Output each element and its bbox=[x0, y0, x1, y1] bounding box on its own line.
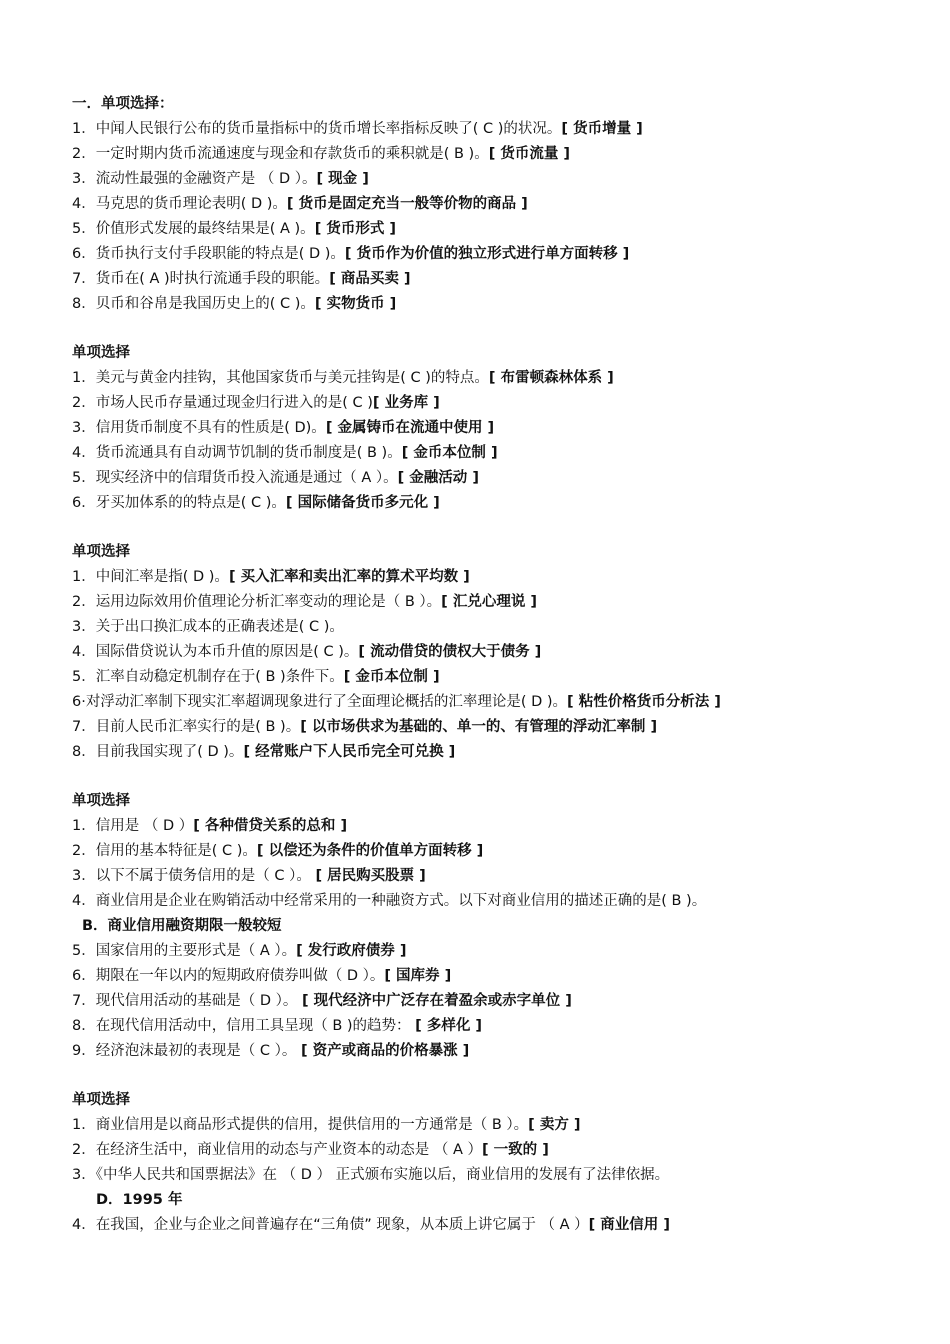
question-text: 2．在经济生活中，商业信用的动态与产业资本的动态是 （ A ） bbox=[72, 1142, 482, 1158]
answer-text: [ 以偿还为条件的价值单方面转移 ] bbox=[256, 843, 484, 859]
answer-text: [ 买入汇率和卖出汇率的算术平均数 ] bbox=[228, 569, 470, 585]
answer-text: [ 金币本位制 ] bbox=[401, 445, 498, 461]
document-page bbox=[72, 92, 922, 1238]
question-item bbox=[72, 615, 922, 640]
question-text: 6·对浮动汇率制下现实汇率超调现象进行了全面理论概括的汇率理论是( D )。 bbox=[72, 694, 568, 710]
question-text: 7．货币在( A )时执行流通手段的职能。 bbox=[72, 271, 330, 287]
question-text: 4．马克思的货币理论表明( D )。 bbox=[72, 196, 287, 212]
question-text: 2．市场人民币存量通过现金归行进入的是( C ) bbox=[72, 395, 373, 411]
question-item bbox=[72, 366, 922, 391]
answer-text: [ 实物货币 ] bbox=[314, 296, 397, 312]
question-item bbox=[72, 740, 922, 765]
question-text: 3．《中华人民共和国票据法》在 （ D ） 正式颁布实施以后，商业信用的发展有了法律依据。 bbox=[72, 1167, 670, 1183]
question-item bbox=[72, 889, 922, 914]
answer-text: [ 资产或商品的价格暴涨 ] bbox=[300, 1043, 470, 1059]
question-text: 3．关于出口换汇成本的正确表述是( C )。 bbox=[72, 619, 344, 635]
question-item bbox=[72, 964, 922, 989]
question-item bbox=[72, 864, 922, 889]
question-text: 7．现代信用活动的基础是（ D ）。 bbox=[72, 993, 302, 1009]
answer-text: [ 发行政府债券 ] bbox=[296, 943, 407, 959]
section-spacer bbox=[72, 516, 922, 540]
answer-text: [ 布雷顿森林体系 ] bbox=[488, 370, 614, 386]
question-text: 1．信用是 （ D ） bbox=[72, 818, 194, 834]
answer-text: [ 以市场供求为基础的、单一的、有管理的浮动汇率制 ] bbox=[300, 719, 658, 735]
question-item bbox=[72, 665, 922, 690]
question-item bbox=[72, 292, 922, 317]
question-text: 3．信用货币制度不具有的性质是( D)。 bbox=[72, 420, 326, 436]
question-item bbox=[72, 391, 922, 416]
answer-option: D．1995 年 bbox=[96, 1192, 183, 1208]
question-text: 6．期限在一年以内的短期政府债券叫做（ D ）。 bbox=[72, 968, 385, 984]
question-text: 2．信用的基本特征是( C )。 bbox=[72, 843, 257, 859]
answer-text: [ 金属铸币在流通中使用 ] bbox=[325, 420, 495, 436]
question-item bbox=[72, 242, 922, 267]
question-item bbox=[72, 466, 922, 491]
question-text: 6．牙买加体系的的特点是( C )。 bbox=[72, 495, 286, 511]
question-text: 1．美元与黄金内挂钩，其他国家货币与美元挂钩是( C )的特点。 bbox=[72, 370, 489, 386]
answer-text: [ 货币增量 ] bbox=[561, 121, 643, 137]
question-text: 3．以下不属于债务信用的是（ C ）。 bbox=[72, 868, 316, 884]
section-spacer bbox=[72, 317, 922, 341]
question-text: 4．国际借贷说认为本币升值的原因是( C )。 bbox=[72, 644, 359, 660]
question-item bbox=[72, 1213, 922, 1238]
question-text: 5．价值形式发展的最终结果是( A )。 bbox=[72, 221, 315, 237]
section-heading: 单项选择 bbox=[72, 1092, 130, 1108]
question-text: 1．中闻人民银行公布的货币量指标中的货币增长率指标反映了( C )的状况。 bbox=[72, 121, 562, 137]
question-text: 1．商业信用是以商品形式提供的信用，提供信用的一方通常是（ B ）。 bbox=[72, 1117, 529, 1133]
answer-text: [ 现代经济中广泛存在着盈余或赤字单位 ] bbox=[301, 993, 572, 1009]
answer-text: [ 汇兑心理说 ] bbox=[441, 594, 537, 610]
question-item bbox=[72, 117, 922, 142]
question-item bbox=[72, 1014, 922, 1039]
answer-text: [ 居民购买股票 ] bbox=[315, 868, 426, 884]
section-heading: 单项选择 bbox=[72, 793, 130, 809]
question-item bbox=[72, 939, 922, 964]
question-item bbox=[72, 715, 922, 740]
question-item bbox=[72, 491, 922, 516]
question-text: 4．在我国，企业与企业之间普遍存在“三角债” 现象，从本质上讲它属于 （ A ） bbox=[72, 1217, 589, 1233]
question-item bbox=[72, 565, 922, 590]
question-item bbox=[72, 989, 922, 1014]
section-heading: 一．单项选择： bbox=[72, 96, 174, 112]
question-item bbox=[72, 416, 922, 441]
question-text: 3．流动性最强的金融资产是 （ D ）。 bbox=[72, 171, 317, 187]
question-item bbox=[72, 142, 922, 167]
answer-text: [ 货币流量 ] bbox=[488, 146, 571, 162]
question-item bbox=[72, 590, 922, 615]
question-text: 8．贝币和谷帛是我国历史上的( C )。 bbox=[72, 296, 315, 312]
answer-option: B．商业信用融资期限一般较短 bbox=[82, 918, 282, 934]
question-item bbox=[72, 167, 922, 192]
question-item bbox=[72, 1138, 922, 1163]
answer-text: [ 国库券 ] bbox=[384, 968, 452, 984]
question-item bbox=[72, 1113, 922, 1138]
question-item bbox=[72, 640, 922, 665]
answer-text: [ 商品买卖 ] bbox=[329, 271, 411, 287]
answer-text: [ 商业信用 ] bbox=[588, 1217, 670, 1233]
section-heading: 单项选择 bbox=[72, 345, 130, 361]
question-item bbox=[72, 1163, 922, 1188]
section-spacer bbox=[72, 1064, 922, 1088]
question-text: 7．目前人民币汇率实行的是( B )。 bbox=[72, 719, 301, 735]
question-item bbox=[72, 1039, 922, 1064]
answer-text: [ 多样化 ] bbox=[415, 1018, 483, 1034]
question-item bbox=[72, 192, 922, 217]
section-heading: 单项选择 bbox=[72, 544, 130, 560]
question-item bbox=[72, 690, 922, 715]
question-text: 6．货币执行支付手段职能的特点是( D )。 bbox=[72, 246, 345, 262]
question-text: 5．现实经济中的信瑁货币投入流通是通过（ A ）。 bbox=[72, 470, 398, 486]
question-text: 9．经济泡沫最初的表现是（ C ）。 bbox=[72, 1043, 301, 1059]
answer-text: [ 业务库 ] bbox=[372, 395, 440, 411]
question-text: 2．一定时期内货币流通速度与现金和存款货币的乘积就是( B )。 bbox=[72, 146, 489, 162]
question-text: 8．目前我国实现了( D )。 bbox=[72, 744, 244, 760]
answer-text: [ 各种借贷关系的总和 ] bbox=[193, 818, 348, 834]
answer-text: [ 货币形式 ] bbox=[314, 221, 397, 237]
question-text: 2．运用边际效用价值理论分析汇率变动的理论是（ B ）。 bbox=[72, 594, 442, 610]
answer-text: [ 流动借贷的债权大于债务 ] bbox=[358, 644, 542, 660]
answer-text: [ 国际储备货币多元化 ] bbox=[285, 495, 440, 511]
answer-text: [ 货币是固定充当一般等价物的商品 ] bbox=[286, 196, 528, 212]
question-item bbox=[72, 217, 922, 242]
section-spacer bbox=[72, 765, 922, 789]
question-item bbox=[72, 814, 922, 839]
answer-text: [ 粘性价格货币分析法 ] bbox=[567, 694, 721, 710]
answer-text: [ 一致的 ] bbox=[481, 1142, 549, 1158]
question-text: 1．中间汇率是指( D )。 bbox=[72, 569, 229, 585]
answer-text: [ 经常账户下人民币完全可兑换 ] bbox=[243, 744, 456, 760]
question-text: 4．商业信用是企业在购销活动中经常采用的一种融资方式。以下对商业信用的描述正确的是( B )。 bbox=[72, 893, 707, 909]
question-item bbox=[72, 267, 922, 292]
question-item bbox=[72, 839, 922, 864]
answer-text: [ 货币作为价值的独立形式进行单方面转移 ] bbox=[344, 246, 630, 262]
answer-text: [ 卖方 ] bbox=[528, 1117, 581, 1133]
question-text: 5．国家信用的主要形式是（ A ）。 bbox=[72, 943, 297, 959]
answer-text: [ 金币本位制 ] bbox=[343, 669, 440, 685]
question-text: 4．货币流通具有自动调节饥制的货币制度是( B )。 bbox=[72, 445, 402, 461]
question-text: 5．汇率自动稳定机制存在于( B )条件下。 bbox=[72, 669, 344, 685]
answer-text: [ 现金 ] bbox=[316, 171, 369, 187]
question-text: 8．在现代信用活动中，信用工具呈现（ B )的趋势： bbox=[72, 1018, 416, 1034]
answer-text: [ 金融活动 ] bbox=[397, 470, 479, 486]
question-item bbox=[72, 441, 922, 466]
